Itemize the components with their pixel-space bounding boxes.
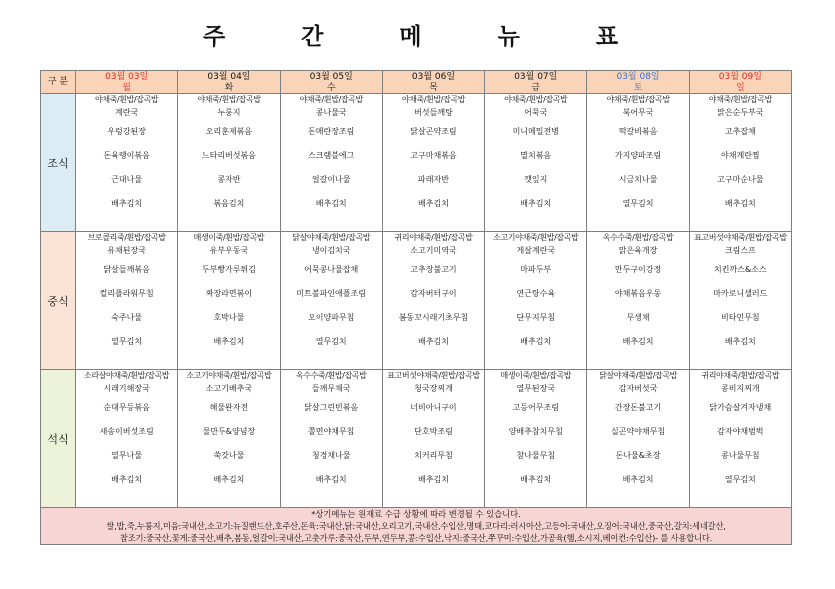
date: 03월 05일 bbox=[309, 72, 353, 82]
menu-item-porridge-rice: 야채죽/흰밥/잡곡밥 bbox=[299, 95, 363, 104]
notes-row bbox=[41, 508, 792, 545]
menu-item: 콩나물무침 bbox=[721, 451, 760, 460]
notes-cell bbox=[41, 508, 792, 545]
menu-item-porridge-rice: 야채죽/흰밥/잡곡밥 bbox=[504, 95, 568, 104]
date: 03월 07일 bbox=[514, 72, 558, 82]
menu-item-porridge-rice: 소고기야채죽/흰밥/잡곡밥 bbox=[186, 371, 272, 380]
menu-item: 배추김치 bbox=[418, 336, 449, 346]
menu-cell-wed bbox=[280, 94, 382, 232]
meal-label-breakfast: 조식 bbox=[41, 94, 76, 232]
menu-item: 시금치나물 bbox=[618, 175, 658, 184]
menu-item: 단무지무침 bbox=[516, 313, 556, 322]
menu-item: 닭가슴살겨자냉채 bbox=[709, 403, 772, 412]
menu-item: 스크램블에그 bbox=[308, 151, 355, 160]
menu-item: 소고기배추국 bbox=[205, 384, 253, 393]
day-of-week: 일 bbox=[735, 83, 745, 93]
menu-item-porridge-rice: 소라살야채죽/흰밥/잡곡밥 bbox=[84, 371, 170, 380]
menu-item: 돈육땡이볶음 bbox=[103, 151, 150, 160]
menu-item: 마파두부 bbox=[520, 265, 552, 274]
menu-item: 물만두&양념장 bbox=[202, 427, 256, 436]
menu-item: 무생채 bbox=[626, 313, 650, 322]
menu-item: 양배추참치무침 bbox=[508, 427, 563, 436]
menu-item: 닭살곤약조림 bbox=[410, 127, 457, 136]
menu-item: 열무김치 bbox=[724, 474, 756, 484]
menu-item: 배추김치 bbox=[111, 474, 143, 484]
menu-item: 감자야채범벅 bbox=[717, 427, 764, 436]
menu-cell-sun bbox=[689, 232, 791, 370]
date: 03월 03일 bbox=[105, 72, 149, 82]
menu-item: 깻잎지 bbox=[524, 175, 548, 184]
day-of-week: 월 bbox=[122, 83, 131, 93]
menu-item: 열무된장국 bbox=[516, 384, 556, 393]
menu-item: 돈나물&초장 bbox=[615, 451, 661, 460]
day-header-wed bbox=[280, 71, 382, 94]
menu-item: 마카로니샐러드 bbox=[713, 289, 768, 298]
menu-item: 유부우동국 bbox=[209, 246, 249, 255]
day-header-sun bbox=[689, 71, 791, 94]
menu-item: 감자버터구이 bbox=[410, 289, 457, 298]
menu-item-porridge-rice: 야채죽/흰밥/잡곡밥 bbox=[401, 95, 466, 104]
date: 03월 08일 bbox=[616, 72, 660, 82]
menu-cell-sat bbox=[587, 370, 689, 508]
menu-item: 들깨무채국 bbox=[311, 384, 351, 393]
weekly-menu-table bbox=[40, 70, 792, 545]
menu-item: 너비아니구이 bbox=[410, 403, 457, 412]
day-header-tue bbox=[178, 71, 280, 94]
menu-item: 냉이김치국 bbox=[311, 246, 351, 255]
menu-cell-thu bbox=[382, 370, 484, 508]
date: 03월 04일 bbox=[207, 72, 251, 82]
menu-item-porridge-rice: 야채죽/흰밥/잡곡밥 bbox=[606, 95, 670, 104]
note-change-notice: *상기메뉴는 원재료 수급 상황에 따라 변경될 수 있습니다. bbox=[311, 509, 521, 519]
menu-item: 실곤약야채무침 bbox=[610, 427, 666, 436]
menu-item: 미니메밀전병 bbox=[512, 127, 559, 136]
menu-item-porridge-rice: 닭살야채죽/흰밥/잡곡밥 bbox=[599, 371, 677, 380]
note-origin-1: 쌀,밥,죽,누룽지,미음:국내산,소고기:뉴질랜드산,호주산,돈육:국내산,닭:국내산,오리고기,국내산,수입산,명태,코다리:러시아산,고등어:국내산,오징어:국내산,중국산,갈치:세네갈산, bbox=[106, 521, 726, 531]
menu-item: 닭살들깨볶음 bbox=[103, 265, 150, 274]
menu-cell-wed bbox=[280, 370, 382, 508]
menu-item: 해물완자전 bbox=[209, 403, 249, 412]
menu-item-porridge-rice: 닭살야채죽/흰밥/잡곡밥 bbox=[292, 233, 371, 242]
lunch-row bbox=[41, 232, 792, 370]
menu-item: 돈메란장조림 bbox=[308, 127, 355, 136]
menu-item: 새송이버섯조림 bbox=[99, 427, 154, 436]
menu-item: 배추김치 bbox=[213, 336, 245, 346]
menu-item: 맑은순두부국 bbox=[717, 108, 764, 117]
menu-cell-thu bbox=[382, 232, 484, 370]
menu-item-porridge-rice: 옥수수죽/흰밥/잡곡밥 bbox=[602, 233, 674, 242]
menu-item: 컬리플라워무침 bbox=[99, 289, 154, 298]
menu-item: 숙주나물 bbox=[111, 313, 143, 322]
menu-item: 배추김치 bbox=[520, 336, 552, 346]
day-of-week: 금 bbox=[531, 83, 541, 93]
day-header-thu bbox=[382, 71, 484, 94]
menu-item: 비타민무침 bbox=[721, 313, 760, 322]
menu-cell-mon bbox=[76, 94, 178, 232]
day-header-mon bbox=[76, 71, 178, 94]
menu-item: 가지양파조림 bbox=[614, 151, 662, 160]
menu-item: 열무김치 bbox=[315, 336, 347, 346]
menu-cell-tue bbox=[178, 232, 280, 370]
notes bbox=[41, 508, 791, 544]
menu-item: 배추김치 bbox=[418, 198, 449, 208]
menu-item: 콩자반 bbox=[217, 175, 241, 184]
menu-item: 계란국 bbox=[115, 108, 139, 117]
menu-item-porridge-rice: 매생이죽/흰밥/잡곡밥 bbox=[193, 233, 265, 242]
menu-item: 콩비지찌개 bbox=[721, 384, 760, 393]
menu-item: 청국장찌개 bbox=[414, 384, 453, 393]
menu-item: 우렁강된장 bbox=[107, 127, 146, 136]
menu-item: 오리훈제볶음 bbox=[205, 127, 253, 136]
menu-item: 닭살그린빈볶음 bbox=[304, 403, 359, 412]
menu-item: 소고기미역국 bbox=[410, 246, 457, 255]
menu-item: 배추김치 bbox=[520, 198, 552, 208]
day-header-fri bbox=[485, 71, 587, 94]
menu-item: 열무김치 bbox=[622, 198, 654, 208]
note-origin-2: 참조기:중국산,꽃게:중국산,배추,봄동,얼갈이:국내산,고춧가루:중국산,두부,연두부,콩:수입산,낙지:중국산,쭈꾸미:수입산,가공육(햄,소시지,베이컨:수입산)- 를 사용합니다. bbox=[119, 533, 713, 543]
menu-item: 두부빵가루튀김 bbox=[201, 265, 256, 274]
menu-item: 파래자반 bbox=[418, 175, 449, 184]
meal-label-dinner: 석식 bbox=[41, 370, 76, 508]
menu-item: 어묵국 bbox=[524, 108, 548, 117]
menu-item: 연근탕수육 bbox=[516, 289, 556, 298]
day-of-week: 화 bbox=[224, 83, 234, 93]
menu-item: 얼갈이나물 bbox=[311, 175, 351, 184]
menu-item: 배추김치 bbox=[315, 198, 347, 208]
header-row bbox=[41, 71, 792, 94]
menu-item: 짜장라면볶이 bbox=[205, 289, 253, 298]
date: 03월 06일 bbox=[411, 72, 456, 82]
menu-item: 호박나물 bbox=[213, 313, 245, 322]
menu-item: 배추김치 bbox=[418, 474, 449, 484]
menu-cell-sat bbox=[587, 94, 689, 232]
menu-item-porridge-rice: 브로콜리죽/흰밥/잡곡밥 bbox=[87, 233, 166, 242]
menu-item: 크림스프 bbox=[724, 246, 756, 255]
menu-cell-mon bbox=[76, 370, 178, 508]
menu-item-porridge-rice: 표고버섯야채죽/흰밥/잡곡밥 bbox=[694, 233, 787, 242]
menu-item: 야채계란찜 bbox=[721, 151, 760, 160]
menu-item: 열무김치 bbox=[111, 336, 143, 346]
menu-cell-sun bbox=[689, 94, 791, 232]
menu-item: 근대나물 bbox=[111, 175, 143, 184]
menu-cell-sat bbox=[587, 232, 689, 370]
menu-cell-fri bbox=[485, 94, 587, 232]
menu-item-porridge-rice: 야채죽/흰밥/잡곡밥 bbox=[708, 95, 772, 104]
menu-item: 고등어무조림 bbox=[512, 403, 559, 412]
menu-item-porridge-rice: 옥수수죽/흰밥/잡곡밥 bbox=[295, 371, 367, 380]
menu-cell-tue bbox=[178, 370, 280, 508]
menu-item: 멸치볶음 bbox=[520, 151, 552, 160]
menu-item: 시래기해장국 bbox=[103, 384, 150, 393]
menu-item: 쑥갓나물 bbox=[213, 451, 245, 460]
day-header-sat bbox=[587, 71, 689, 94]
menu-item: 봄동꼬시래기초무침 bbox=[398, 313, 469, 322]
menu-item: 배추김치 bbox=[724, 336, 756, 346]
menu-item: 순대무등볶음 bbox=[103, 403, 150, 412]
day-of-week: 수 bbox=[326, 83, 336, 93]
menu-item-porridge-rice: 표고버섯야채죽/흰밥/잡곡밥 bbox=[387, 371, 480, 380]
menu-item: 만두구이강정 bbox=[614, 265, 662, 274]
menu-item-porridge-rice: 야채죽/흰밥/잡곡밥 bbox=[95, 95, 159, 104]
menu-item: 북어무국 bbox=[622, 108, 654, 117]
menu-item: 배추김치 bbox=[111, 198, 143, 208]
menu-item: 어묵콩나물잡채 bbox=[304, 265, 359, 274]
menu-item: 배추김치 bbox=[622, 336, 654, 346]
date: 03월 09일 bbox=[718, 72, 762, 82]
menu-item: 청경채나물 bbox=[311, 451, 351, 460]
page-title: 주 간 메 뉴 표 bbox=[202, 24, 653, 50]
menu-item: 떡갈비볶음 bbox=[618, 127, 658, 136]
menu-item: 참나물무침 bbox=[516, 451, 556, 460]
menu-item: 고구마채볶음 bbox=[410, 151, 457, 160]
menu-item: 버섯들깨탕 bbox=[414, 108, 453, 117]
menu-item: 배추김치 bbox=[724, 198, 756, 208]
menu-item: 단호박조림 bbox=[414, 427, 453, 436]
menu-item: 오이양파무침 bbox=[308, 313, 355, 322]
breakfast-row bbox=[41, 94, 792, 232]
menu-cell-wed bbox=[280, 232, 382, 370]
menu-item: 배추김치 bbox=[622, 474, 654, 484]
meal-label-lunch: 중식 bbox=[41, 232, 76, 370]
menu-item-porridge-rice: 야채죽/흰밥/잡곡밥 bbox=[197, 95, 261, 104]
menu-item: 맑은육개장 bbox=[618, 246, 658, 255]
menu-item: 느타리버섯볶음 bbox=[201, 151, 256, 160]
header-label: 구 분 bbox=[41, 71, 76, 94]
menu-cell-sun bbox=[689, 370, 791, 508]
menu-item: 배추김치 bbox=[213, 474, 245, 484]
menu-item: 미트볼파인애플조림 bbox=[296, 289, 366, 298]
menu-cell-tue bbox=[178, 94, 280, 232]
menu-cell-fri bbox=[485, 232, 587, 370]
menu-item: 고추장불고기 bbox=[410, 265, 457, 274]
menu-item: 열무나물 bbox=[111, 451, 143, 460]
menu-item-porridge-rice: 귀리야채죽/흰밥/잡곡밥 bbox=[701, 371, 780, 380]
menu-item-porridge-rice: 매생이죽/흰밥/잡곡밥 bbox=[500, 371, 572, 380]
dinner-row bbox=[41, 370, 792, 508]
day-of-week: 목 bbox=[429, 83, 438, 93]
menu-item: 누룽지 bbox=[217, 108, 241, 117]
menu-item: 쫄면야채무침 bbox=[308, 427, 355, 436]
menu-item: 배추김치 bbox=[520, 474, 552, 484]
menu-cell-mon bbox=[76, 232, 178, 370]
menu-item: 유채된장국 bbox=[107, 246, 146, 255]
menu-item: 볶음김치 bbox=[213, 198, 245, 208]
menu-item: 콩나물국 bbox=[315, 108, 347, 117]
menu-item: 고추잡채 bbox=[724, 127, 756, 136]
menu-item: 간장돈불고기 bbox=[614, 403, 662, 412]
day-of-week: 토 bbox=[633, 83, 643, 93]
menu-item: 배추김치 bbox=[315, 474, 347, 484]
menu-item-porridge-rice: 소고기야채죽/흰밥/잡곡밥 bbox=[493, 233, 579, 242]
menu-cell-thu bbox=[382, 94, 484, 232]
menu-item-porridge-rice: 귀리야채죽/흰밥/잡곡밥 bbox=[394, 233, 473, 242]
menu-item: 치커리무침 bbox=[414, 451, 453, 460]
menu-item: 고구마순나물 bbox=[717, 175, 764, 184]
menu-item: 야채볶음우동 bbox=[614, 289, 662, 298]
menu-item: 치킨까스&소스 bbox=[714, 265, 767, 274]
menu-item: 감자버섯국 bbox=[618, 384, 658, 393]
menu-item: 게살계란국 bbox=[516, 246, 556, 255]
menu-cell-fri bbox=[485, 370, 587, 508]
